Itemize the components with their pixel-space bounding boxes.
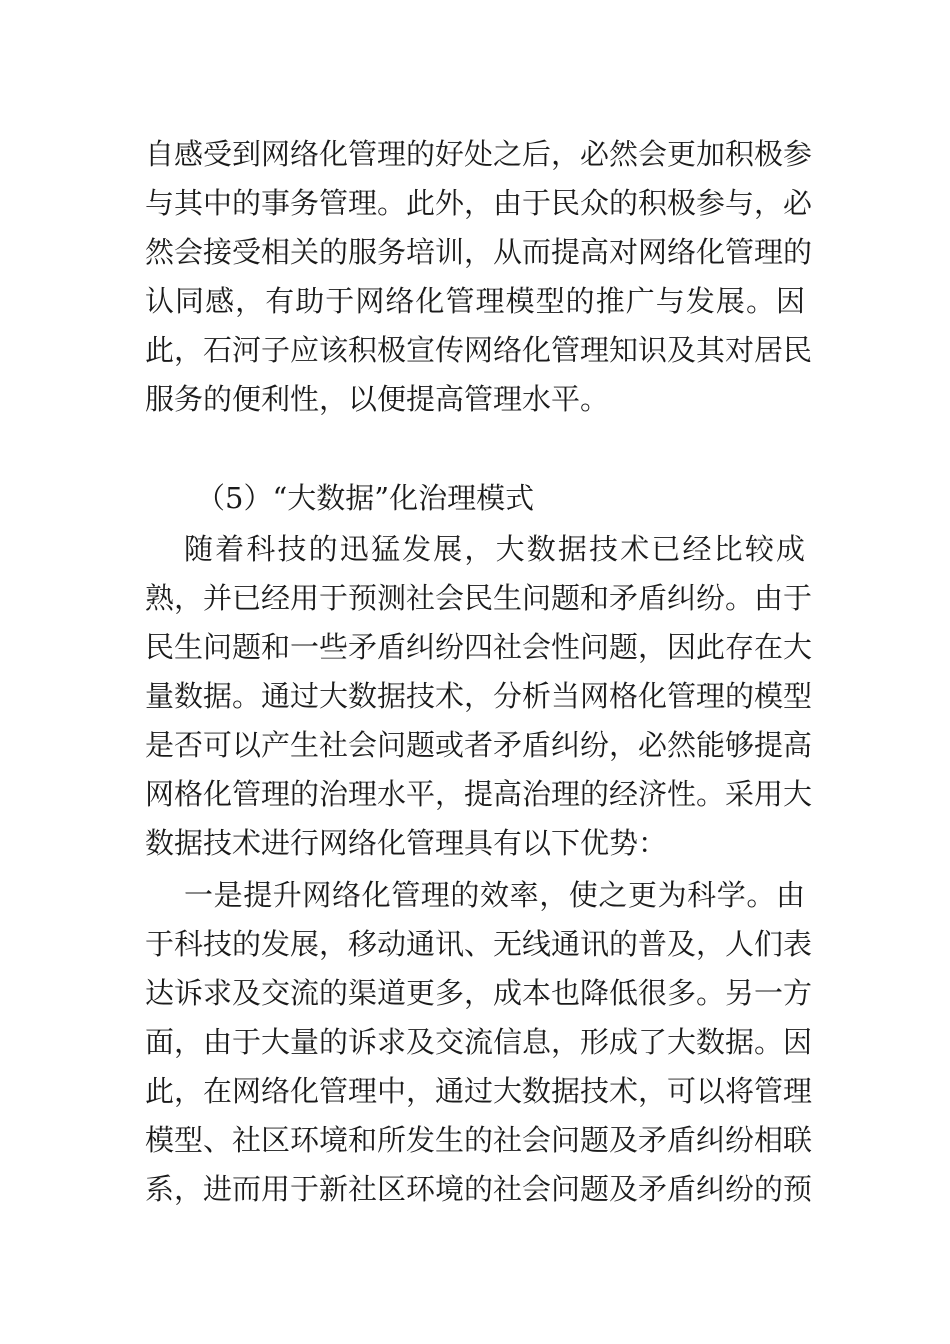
paragraph-3-line-4: 面，由于大量的诉求及交流信息，形成了大数据。因 xyxy=(145,1025,813,1059)
paragraph-2-line-7: 数据技术进行网络化管理具有以下优势： xyxy=(145,826,668,860)
paragraph-1-line-4: 认同感，有助于网络化管理模型的推广与发展。因 xyxy=(145,284,805,318)
paragraph-1-line-5: 此，石河子应该积极宣传网络化管理知识及其对居民 xyxy=(145,333,813,367)
paragraph-2-line-6: 网格化管理的治理水平，提高治理的经济性。采用大 xyxy=(145,777,813,811)
paragraph-1-line-2: 与其中的事务管理。此外，由于民众的积极参与，必 xyxy=(145,186,813,220)
paragraph-2-line-3: 民生问题和一些矛盾纠纷四社会性问题，因此存在大 xyxy=(145,630,813,664)
paragraph-1-line-6: 服务的便利性，以便提高管理水平。 xyxy=(145,382,610,416)
paragraph-3-line-2: 于科技的发展，移动通讯、无线通讯的普及，人们表 xyxy=(145,927,813,961)
paragraph-2-line-1: 随着科技的迅猛发展，大数据技术已经比较成 xyxy=(184,532,805,566)
paragraph-1-line-3: 然会接受相关的服务培训，从而提高对网络化管理的 xyxy=(145,235,813,269)
section-heading: （5）“大数据”化治理模式 xyxy=(196,481,535,515)
paragraph-2-line-4: 量数据。通过大数据技术，分析当网格化管理的模型 xyxy=(145,679,813,713)
paragraph-3-line-7: 系，进而用于新社区环境的社会问题及矛盾纠纷的预 xyxy=(145,1172,813,1206)
paragraph-2-line-2: 熟，并已经用于预测社会民生问题和矛盾纠纷。由于 xyxy=(145,581,813,615)
paragraph-3-line-1: 一是提升网络化管理的效率，使之更为科学。由 xyxy=(184,878,805,912)
paragraph-2-line-5: 是否可以产生社会问题或者矛盾纠纷，必然能够提高 xyxy=(145,728,813,762)
paragraph-1-line-1: 自感受到网络化管理的好处之后，必然会更加积极参 xyxy=(145,137,813,171)
paragraph-3-line-3: 达诉求及交流的渠道更多，成本也降低很多。另一方 xyxy=(145,976,813,1010)
paragraph-3-line-6: 模型、社区环境和所发生的社会问题及矛盾纠纷相联 xyxy=(145,1123,813,1157)
paragraph-3-line-5: 此，在网络化管理中，通过大数据技术，可以将管理 xyxy=(145,1074,813,1108)
